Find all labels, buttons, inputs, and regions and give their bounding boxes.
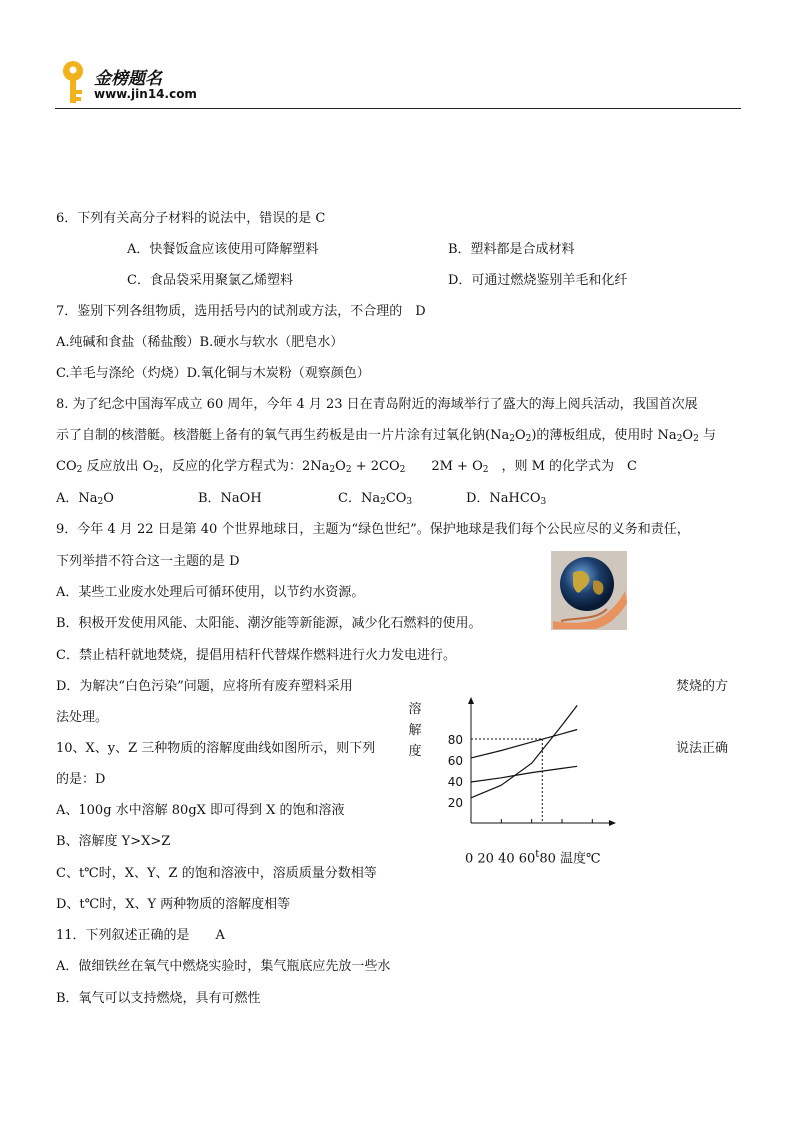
q9-line1: 9．今年 4 月 22 日是第 40 个世界地球日，主题为“绿色世纪”。保护地球是我们每个公民应尽的义务和责任， xyxy=(56,522,690,537)
solubility-chart xyxy=(405,695,620,870)
q8-option-a: A．$Na_2O$ xyxy=(56,491,114,507)
chart-y-tick-label-60: 60 xyxy=(447,754,463,768)
chart-y-arrow xyxy=(468,697,474,704)
earth-in-hand-image xyxy=(551,551,627,630)
chart-y-label-char-0: 溶 xyxy=(408,702,422,717)
q11-option-b: B．氧气可以支持燃烧，具有可燃性 xyxy=(56,991,261,1006)
q6-stem: 6．下列有关高分子材料的说法中，错误的是 C xyxy=(56,211,326,226)
key-logo-icon xyxy=(56,60,90,106)
q9-option-d-cont: 焚烧的方 xyxy=(676,679,729,694)
q10-option-a: A、100g 水中溶解 80gX 即可得到 X 的饱和溶液 xyxy=(56,803,345,818)
q6-option-a: A．快餐饭盒应该使用可降解塑料 xyxy=(127,242,319,257)
q7-stem: 7．鉴别下列各组物质，选用括号内的试剂或方法，不合理的 D xyxy=(56,304,426,319)
q10-line1: 10、X、y、Z 三种物质的溶解度曲线如图所示，则下列 xyxy=(56,741,376,756)
q10-option-d: D、t℃时，X、Y 两种物质的溶解度相等 xyxy=(56,897,291,912)
header-logo xyxy=(56,60,216,106)
q9-option-a: A．某些工业废水处理后可循环使用，以节约水资源。 xyxy=(56,585,365,600)
q7-options-ab: A.纯碱和食盐（稀盐酸）B.硬水与软水（肥皂水） xyxy=(56,335,344,350)
q6-option-c: C．食品袋采用聚氯乙烯塑料 xyxy=(127,273,293,288)
chart-x-arrow xyxy=(609,820,616,826)
q7-options-cd: C.羊毛与涤纶（灼烧）D.氧化铜与木炭粉（观察颜色） xyxy=(56,366,370,381)
q11-stem: 11．下列叙述正确的是 A xyxy=(56,928,225,943)
q10-option-b: B、溶解度 Y>X>Z xyxy=(56,834,171,849)
q9-option-c: C．禁止桔秆就地焚烧，提倡用桔秆代替煤作燃料进行火力发电进行。 xyxy=(56,648,456,663)
chart-series-line-0 xyxy=(471,705,577,797)
logo-name: 金榜题名 xyxy=(94,69,162,89)
chart-x-ticks: 0 20 40 60 xyxy=(465,851,536,867)
chart-x-t-label: t xyxy=(535,849,540,860)
q9-option-d-end: 法处理。 xyxy=(56,710,109,725)
chart-y-label-char-2: 度 xyxy=(408,744,422,759)
chart-x-tail: 80 温度℃ xyxy=(539,851,601,867)
q8-line3: $CO_2$ 反应放出 $O_2$，反应的化学方程式为：$2Na_2O_2 + 2CO_2$ $2M + O_2$ ，则 M 的化学式为 C xyxy=(56,459,638,475)
q8-option-c: C．$Na_2CO_3$ xyxy=(338,491,413,507)
q8-line2: 示了自制的核潜艇。核潜艇上备有的氧气再生药板是由一片片涂有过氧化钠$(Na_2O_2)$的薄板组成，使用时 $Na_2O_2$ 与 xyxy=(56,428,716,444)
q9-option-d: D．为解决“白色污染”问题，应将所有废弃塑料采用 xyxy=(56,679,353,694)
chart-y-tick-label-80: 80 xyxy=(447,733,463,747)
chart-series-line-1 xyxy=(471,730,577,758)
q11-option-a: A．做细铁丝在氧气中燃烧实验时，集气瓶底应先放一些水 xyxy=(56,959,391,974)
chart-x-ticks-label xyxy=(465,847,601,867)
q9-line2: 下列举措不符合这一主题的是 D xyxy=(56,554,240,569)
q9-option-b: B．积极开发使用风能、太阳能、潮汐能等新能源，减少化石燃料的使用。 xyxy=(56,616,482,631)
solubility-chart-svg xyxy=(405,695,620,870)
header-rule xyxy=(55,108,741,109)
q10-line2: 的是：D xyxy=(56,772,106,787)
q8-line1: 8. 为了纪念中国海军成立 60 周年，今年 4 月 23 日在青岛附近的海域举行了盛大的海上阅兵活动，我国首次展 xyxy=(56,397,698,412)
q10-line1-end: 说法正确 xyxy=(676,741,729,756)
logo-url: www.jin14.com xyxy=(94,87,197,101)
q6-option-b: B．塑料都是合成材料 xyxy=(448,242,575,257)
chart-y-tick-label-20: 20 xyxy=(447,796,463,810)
chart-y-tick-label-40: 40 xyxy=(447,775,463,789)
q8-option-d: D．NaHCO$_3$ xyxy=(466,491,547,507)
q6-option-d: D．可通过燃烧鉴别羊毛和化纤 xyxy=(448,273,628,288)
chart-y-label-char-1: 解 xyxy=(408,723,422,738)
q10-option-c: C、t℃时，X、Y、Z 的饱和溶液中，溶质质量分数相等 xyxy=(56,866,377,881)
q8-option-b: B．NaOH xyxy=(198,491,262,506)
